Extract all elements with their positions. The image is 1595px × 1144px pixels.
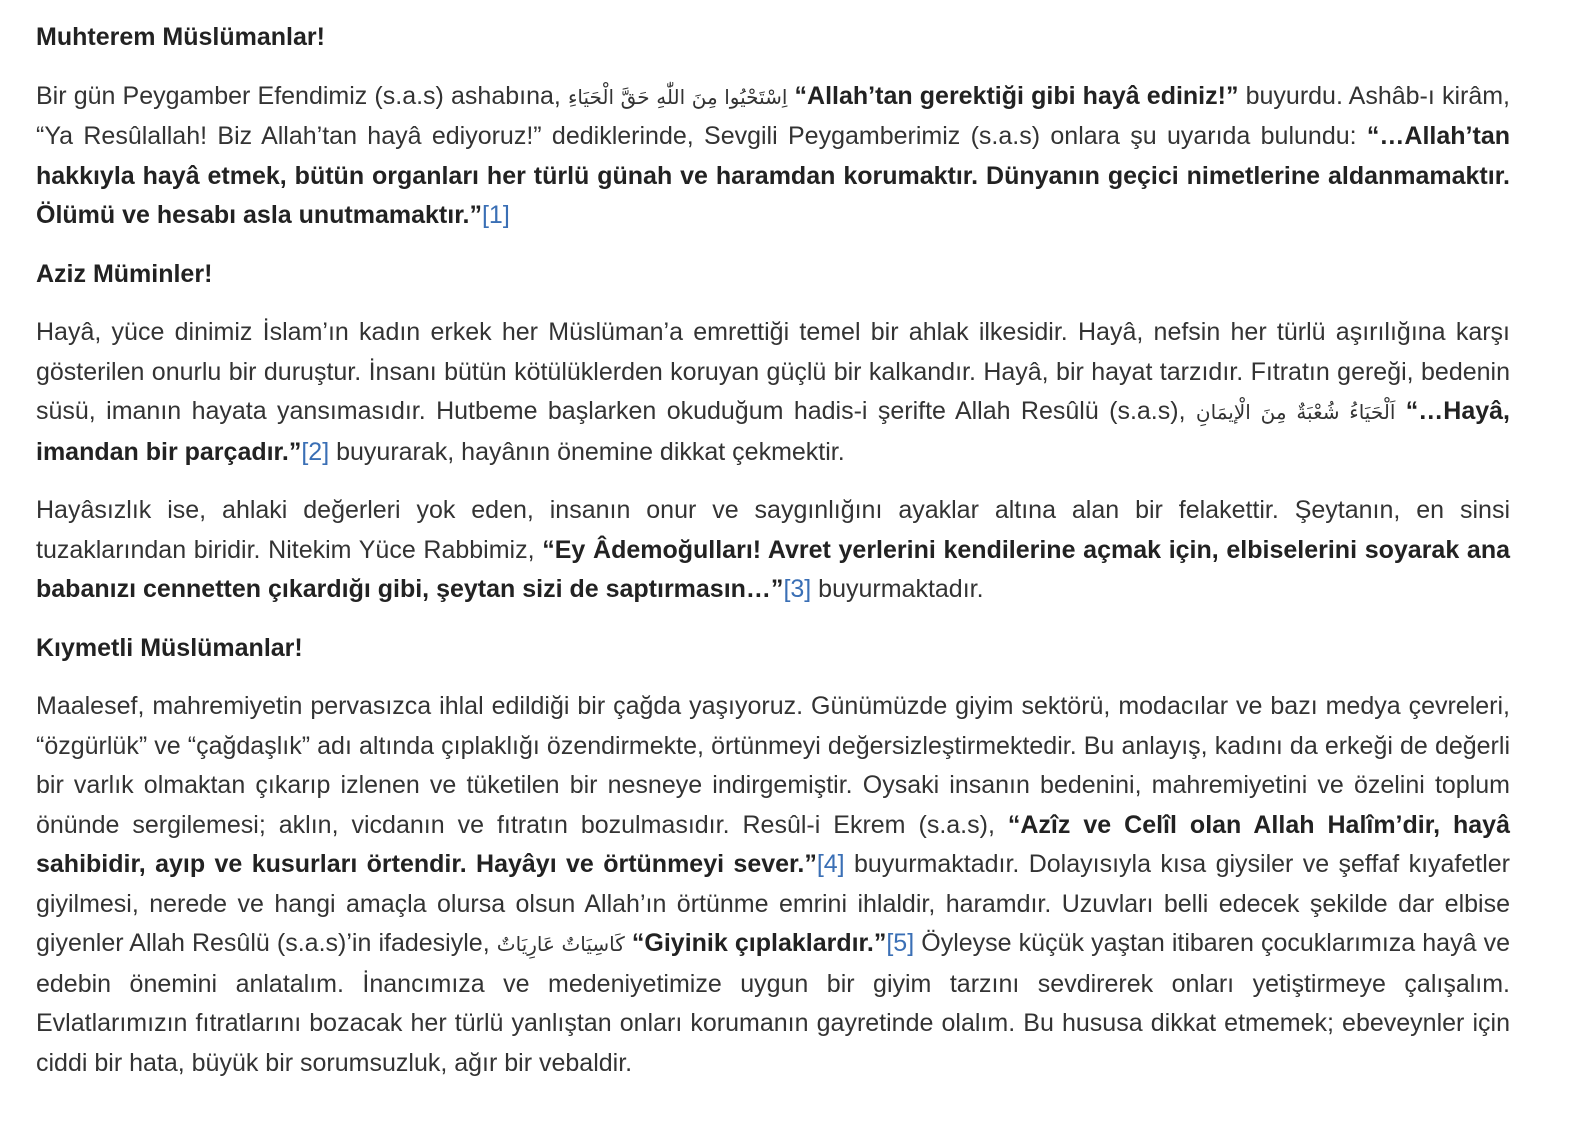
bold-quote: “Giyinik çıplaklardır.”: [624, 929, 887, 957]
paragraph: [36, 687, 1510, 1083]
paragraph-text: Maalesef, mahremiyetin pervasızca ihlal edildiği bir çağda yaşıyoruz. Günümüzde giyim sektörü, modacılar ve bazı medya çevreleri, “özgürlük” ve “çağdaşlık” adı altında çıplaklığı özendirmekte, örtünmeyi değersizleştirmektedir. Bu anlayış, kadını da erkeği de değerli bir varlık olmaktan çıkarıp izlenen ve tüketilen bir nesneye indirgemiştir. Oysaki insanın bedenini, mahremiyetini ve özelini toplum önünde sergilemesi; aklın, vicdanın ve fıtratın bozulmasıdır. Resûl-i Ekrem (s.a.s),: [36, 692, 1510, 839]
section-heading: Kıymetli Müslümanlar!: [36, 633, 303, 662]
bold-quote: “Ey Âdemoğulları! Avret yerlerini kendilerine açmak için, elbiselerini soyarak ana babanızı cennetten çıkardığı gibi, şeytan sizi de saptırmasın…”: [36, 535, 1510, 603]
paragraph-text: Bir gün Peygamber Efendimiz (s.a.s) ashabına,: [36, 81, 568, 110]
paragraph-text: Hayâ, yüce dinimiz İslam’ın kadın erkek her Müslüman’a emrettiği temel bir ahlak ilkesidir. Hayâ, nefsin her türlü aşırılığına karşı gösterilen onurlu bir duruştur. İnsanı bütün kötülüklerden koruyan güçlü bir kalkandır. Hayâ, bir hayat tarzıdır. Fıtratın gereği, bedenin süsü, imanın hayata yansımasıdır. Hutbeme başlarken okuduğum hadis-i şerifte Allah Resûlü (s.a.s),: [36, 318, 1510, 425]
footnote-link-2[interactable]: [2]: [301, 437, 330, 466]
bold-quote: “Allah’tan gerektiği gibi hayâ ediniz!”: [787, 81, 1239, 110]
footnote-link-4[interactable]: [4]: [816, 850, 845, 878]
footnote-link-1[interactable]: [1]: [481, 201, 510, 229]
section-heading: Muhterem Müslümanlar!: [36, 23, 325, 51]
paragraph-text: buyurarak, hayânın önemine dikkat çekmektir.: [329, 437, 845, 466]
bold-quote: “…Allah’tan hakkıyla hayâ etmek, bütün organları her türlü günah ve haramdan korumaktır. Dünyanın geçici nimetlerine aldanmamaktır. Ölümü ve hesabı asla unutmamaktır.”: [36, 122, 1510, 229]
paragraph-text: Hayâsızlık ise, ahlaki değerleri yok eden, insanın onur ve saygınlığını ayaklar altına alan bir felakettir. Şeytanın, en sinsi tuzaklarından biridir. Nitekim Yüce Rabbimiz,: [36, 496, 1510, 564]
paragraph-text: buyurdu. Ashâb-ı kirâm, “Ya Resûlallah! Biz Allah’tan hayâ ediyoruz!” dediklerinde, Sevgili Peygamberimiz (s.a.s) onlara şu uyarıda bulundu:: [36, 81, 1511, 150]
arabic-hadith-text: كَاسِيَاتٌ عَارِيَاتٌ: [496, 932, 625, 956]
footnote-link-3[interactable]: [3]: [783, 575, 812, 603]
paragraph: [36, 491, 1510, 610]
bold-quote: “Azîz ve Celîl olan Allah Halîm’dir, hayâ sahibidir, ayıp ve kusurları örtendir. Hayâyı ve örtünmeyi sever.”: [36, 810, 1510, 878]
arabic-hadith-text: اَلْحَيَاءُ شُعْبَةٌ مِنَ الْإيمَانِ: [1195, 400, 1396, 424]
footnote-link-5[interactable]: [5]: [886, 929, 915, 957]
paragraph: [36, 313, 1510, 472]
arabic-hadith-text: اِسْتَحْيُوا مِنَ اللّٰهِ حَقَّ الْحَيَاءِ: [567, 84, 788, 109]
bold-quote: “…Hayâ, imandan bir parçadır.”: [36, 397, 1510, 466]
paragraph-text: Öyleyse küçük yaştan itibaren çocuklarımıza hayâ ve edebin önemini anlatalım. İnancımıza ve medeniyetimize uygun bir giyim tarzını sevdirerek onları yetiştirmeye çalışalım. Evlatlarımızın fıtratlarını bozacak her türlü yanlıştan onları korumanın gayretinde olalım. Bu hususa dikkat etmemek; ebeveynler için ciddi bir hata, büyük bir sorumsuzluk, ağır bir vebaldir.: [36, 929, 1510, 1077]
sermon-article: [36, 18, 1510, 1102]
paragraph-text: buyurmaktadır. Dolayısıyla kısa giysiler ve şeffaf kıyafetler giyilmesi, nerede ve hangi amaçla olursa olsun Allah’ın örtünme emrini ihlaldir, haramdır. Uzuvları belli edecek şekilde dar elbise giyenler Allah Resûlü (s.a.s)’in ifadesiyle,: [36, 850, 1510, 957]
paragraph: [36, 77, 1510, 236]
paragraph-text: buyurmaktadır.: [811, 575, 984, 603]
section-heading: Aziz Müminler!: [36, 259, 213, 288]
